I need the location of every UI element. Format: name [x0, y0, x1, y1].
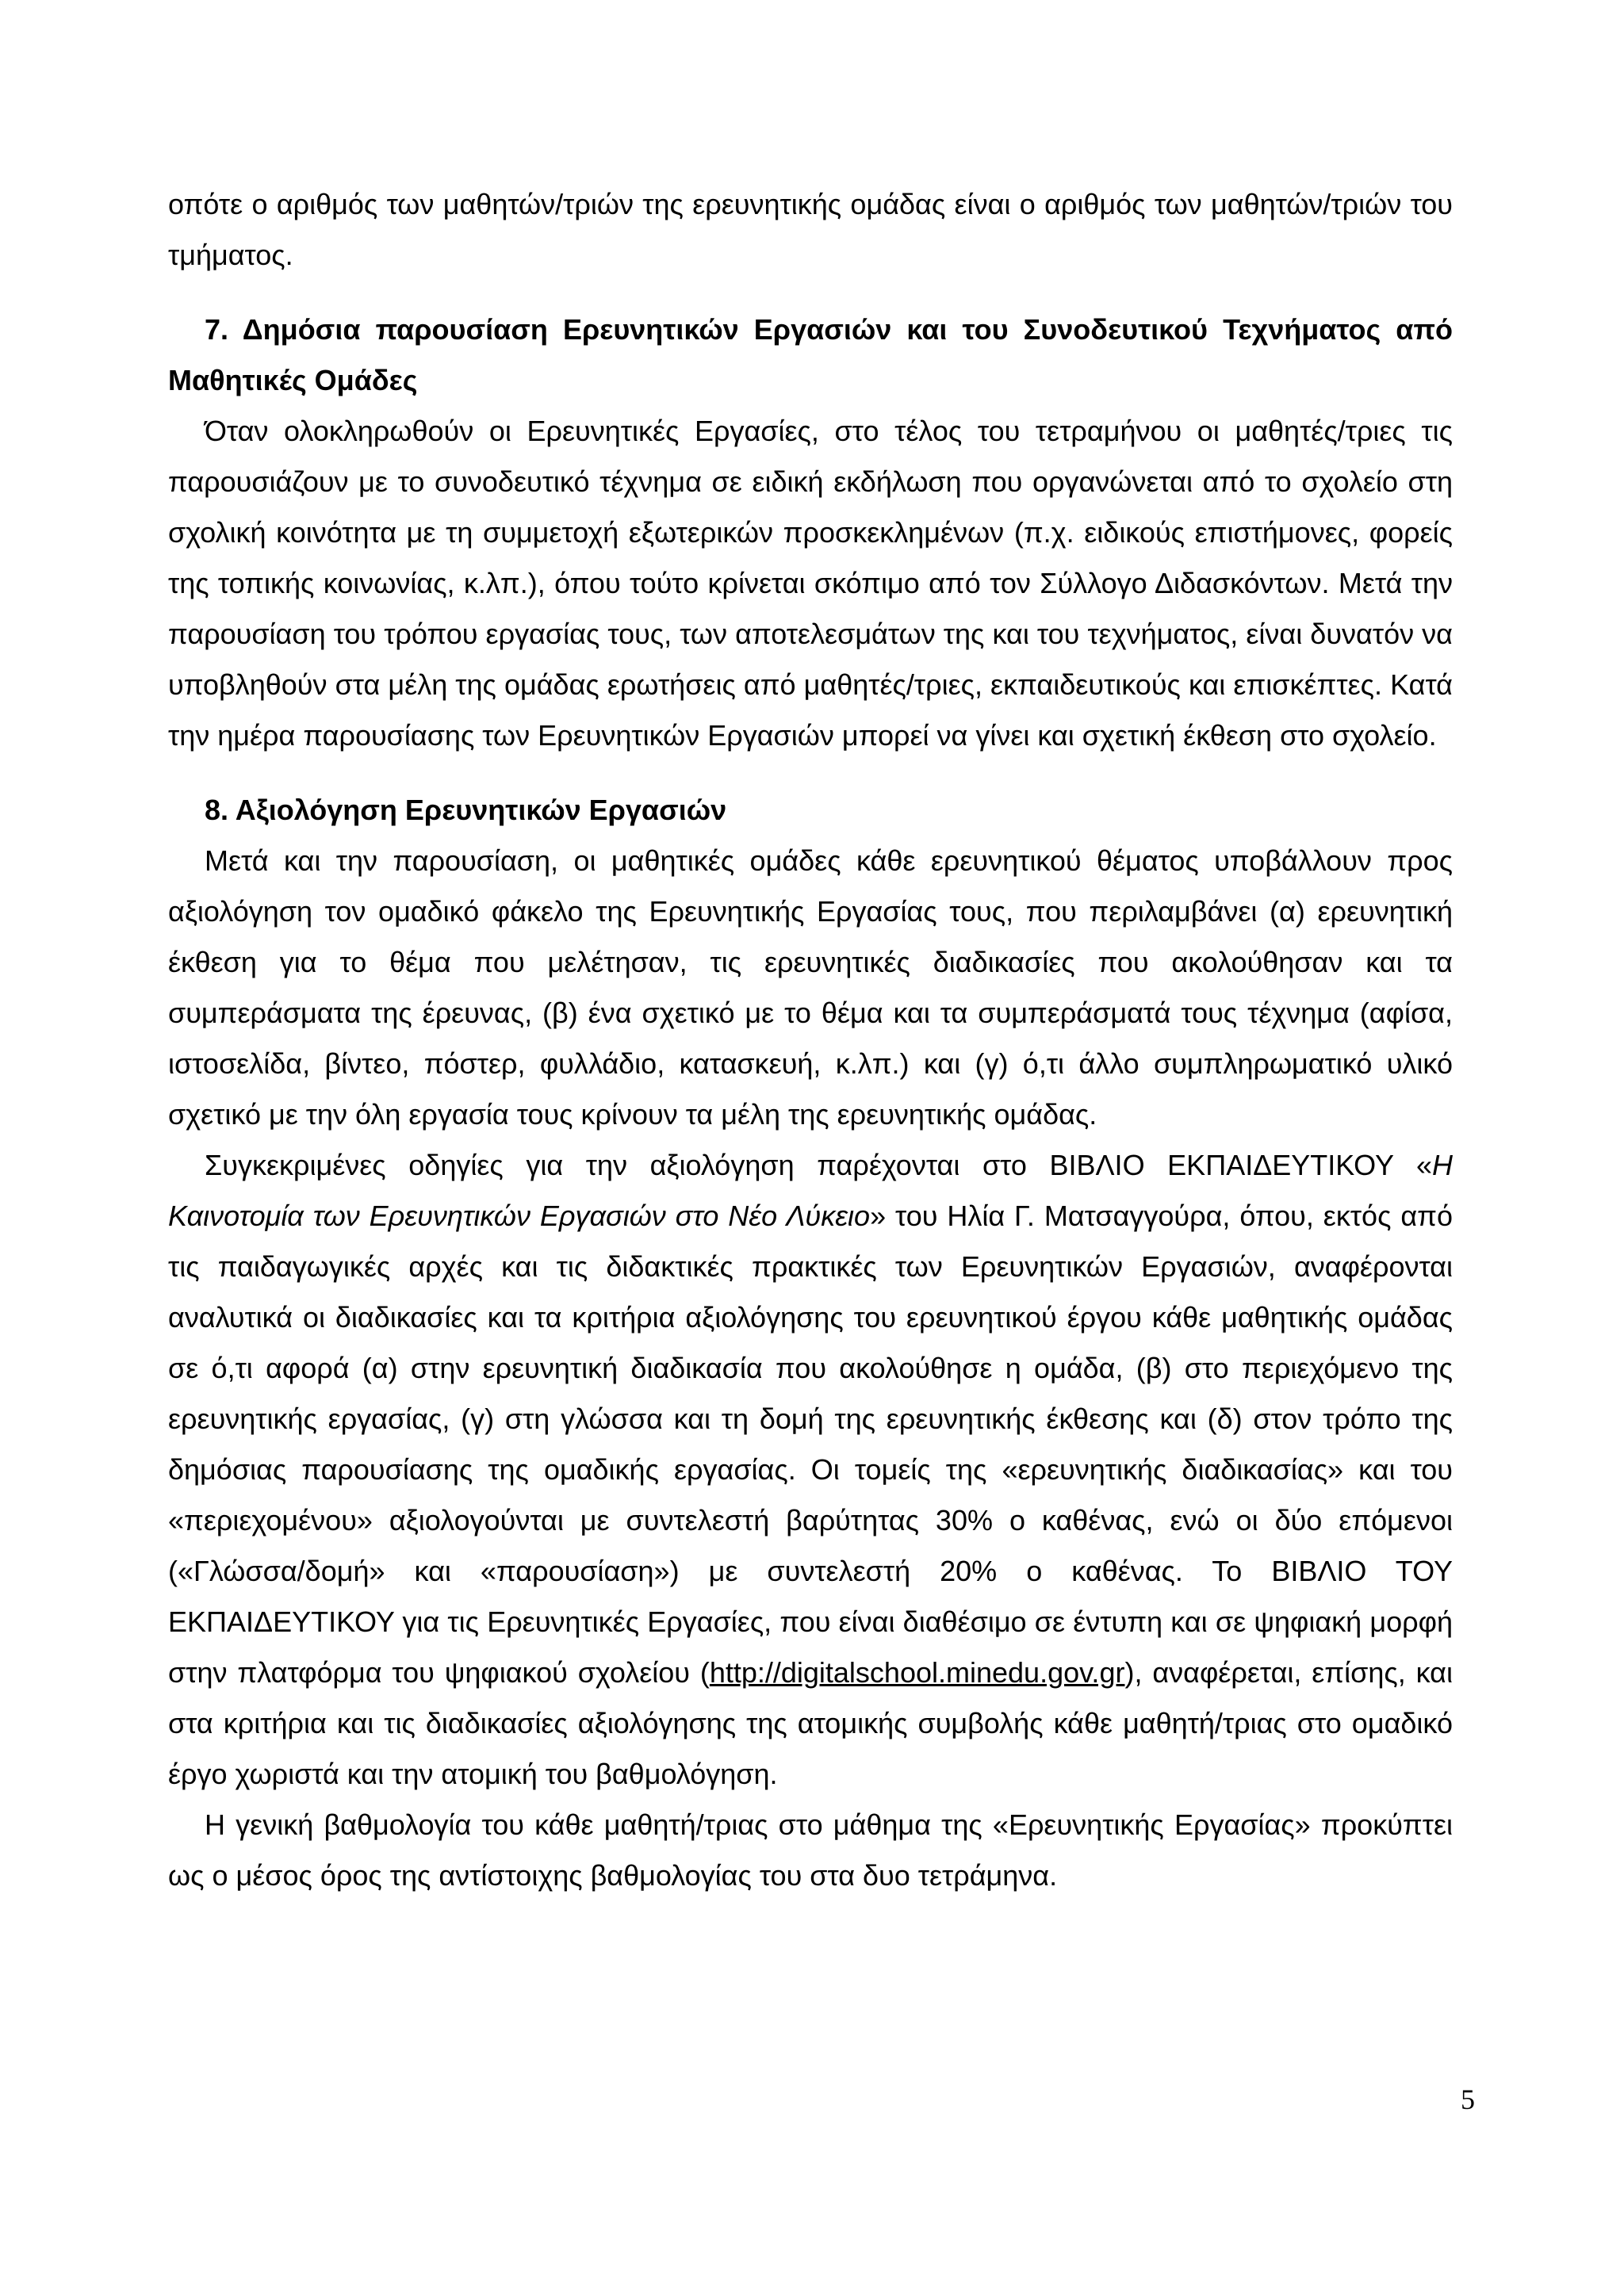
- section-7-paragraph: Όταν ολοκληρωθούν οι Ερευνητικές Εργασίες, στο τέλος του τετραμήνου οι μαθητές/τριες τις παρουσιάζουν με το συνοδευτικό τέχνημα σε ειδική εκδήλωση που οργανώνεται από το σχολείο στη σχολική κοινότητα με τη συμμετοχή εξωτερικών προσκεκλημένων (π.χ. ειδικούς επιστήμονες, φορείς της τοπικής κοινωνίας, κ.λπ.), όπου τούτο κρίνεται σκόπιμο από τον Σύλλογο Διδασκόντων. Μετά την παρουσίαση του τρόπου εργασίας τους, των αποτελεσμάτων της και του τεχνήματος, είναι δυνατόν να υποβληθούν στα μέλη της ομάδας ερωτήσεις από μαθητές/τριες, εκπαιδευτικούς και επισκέπτες. Κατά την ημέρα παρουσίασης των Ερευνητικών Εργασιών μπορεί να γίνει και σχετική έκθεση στο σχολείο.: [168, 415, 1453, 752]
- book-title: Η Καινοτομία των Ερευνητικών Εργασιών στο Νέο Λύκειο: [168, 1149, 1453, 1232]
- section-8-paragraph-2: [168, 1140, 1453, 1800]
- paragraph-2-text-start: Συγκεκριμένες οδηγίες για την αξιολόγηση παρέχονται στο ΒΙΒΛΙΟ ΕΚΠΑΙΔΕΥΤΙΚΟΥ «: [205, 1149, 1432, 1181]
- paragraph-2-text-middle: » του Ηλία Γ. Ματσαγγούρα, όπου, εκτός από τις παιδαγωγικές αρχές και τις διδακτικές πρακτικές των Ερευνητικών Εργασιών, αναφέρονται αναλυτικά οι διαδικασίες και τα κριτήρια αξιολόγησης του ερευνητικού έργου κάθε μαθητικής ομάδας σε ό,τι αφορά (α) στην ερευνητική διαδικασία που ακολούθησε η ομάδα, (β) στο περιεχόμενο της ερευνητικής εργασίας, (γ) στη γλώσσα και τη δομή της ερευνητικής έκθεσης και (δ) στον τρόπο της δημόσιας παρουσίασης της ομαδικής εργασίας. Οι τομείς της «ερευνητικής διαδικασίας» και του «περιεχομένου» αξιολογούνται με συντελεστή βαρύτητας 30% ο καθένας, ενώ οι δύο επόμενοι («Γλώσσα/δομή» και «παρουσίαση») με συντελεστή 20% ο καθένας. Το ΒΙΒΛΙΟ ΤΟΥ ΕΚΠΑΙΔΕΥΤΙΚΟΥ για τις Ερευνητικές Εργασίες, που είναι διαθέσιμο σε έντυπη και σε ψηφιακή μορφή στην πλατφόρμα του ψηφιακού σχολείου (: [168, 1200, 1454, 1689]
- section-7-heading: 7. Δημόσια παρουσίαση Ερευνητικών Εργασιών και του Συνοδευτικού Τεχνήματος από Μαθητικές Ομάδες: [168, 313, 1453, 396]
- page-number: 5: [1461, 2084, 1475, 2115]
- section-8-paragraph-1: Μετά και την παρουσίαση, οι μαθητικές ομάδες κάθε ερευνητικού θέματος υποβάλλουν προς αξιολόγηση τον ομαδικό φάκελο της Ερευνητικής Εργασίας τους, που περιλαμβάνει (α) ερευνητική έκθεση για το θέμα που μελέτησαν, τις ερευνητικές διαδικασίες που ακολούθησαν και τα συμπεράσματα της έρευνας, (β) ένα σχετικό με το θέμα και τα συμπεράσματά τους τέχνημα (αφίσα, ιστοσελίδα, βίντεο, πόστερ, φυλλάδιο, κατασκευή, κ.λπ.) και (γ) ό,τι άλλο συμπληρωματικό υλικό σχετικό με την όλη εργασία τους κρίνουν τα μέλη της ερευνητικής ομάδας.: [168, 844, 1453, 1131]
- paragraph-2-text-end: ), αναφέρεται, επίσης, και στα κριτήρια και τις διαδικασίες αξιολόγησης της ατομικής συμβολής κάθε μαθητή/τριας στο ομαδικό έργο χωριστά και την ατομική του βαθμολόγηση.: [168, 1656, 1453, 1790]
- document-page: [168, 179, 1453, 1901]
- digitalschool-link[interactable]: http://digitalschool.minedu.gov.gr: [709, 1656, 1125, 1689]
- intro-paragraph: οπότε ο αριθμός των μαθητών/τριών της ερευνητικής ομάδας είναι ο αριθμός των μαθητών/τριών του τμήματος.: [168, 188, 1453, 271]
- section-8-heading: 8. Αξιολόγηση Ερευνητικών Εργασιών: [205, 794, 727, 826]
- section-8-paragraph-3: Η γενική βαθμολογία του κάθε μαθητή/τριας στο μάθημα της «Ερευνητικής Εργασίας» προκύπτει ως ο μέσος όρος της αντίστοιχης βαθμολογίας του στα δυο τετράμηνα.: [168, 1808, 1453, 1892]
